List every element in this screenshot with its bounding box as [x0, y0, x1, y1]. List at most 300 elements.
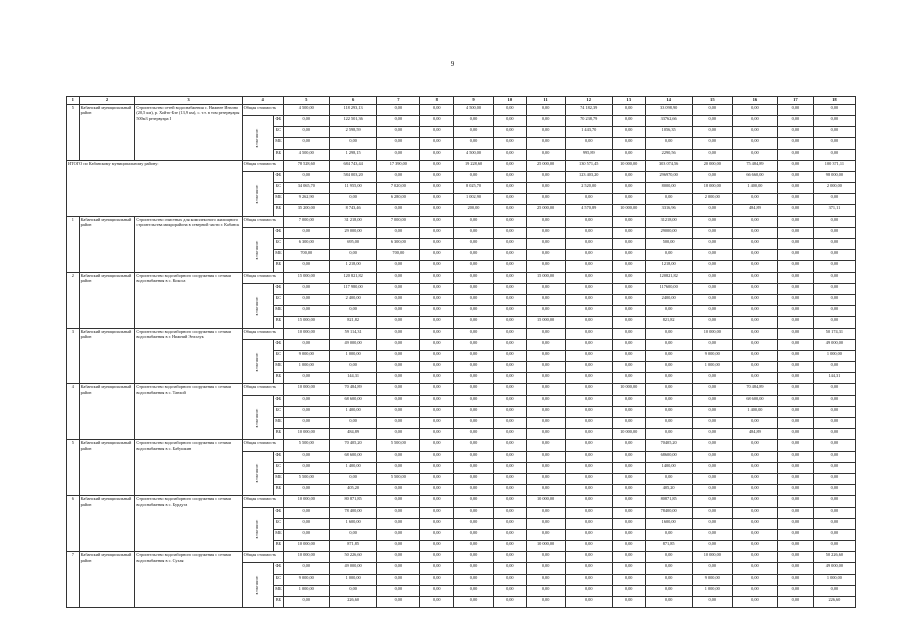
amount-cell: 1 000,00: [329, 350, 376, 361]
amount-cell: 68 600,00: [329, 395, 376, 406]
amount-cell: 0,00: [454, 541, 494, 552]
amount-cell: 9 000,00: [692, 574, 732, 585]
funding-table: [66, 96, 856, 608]
amount-cell: 0,00: [420, 485, 454, 496]
header-row: [67, 97, 856, 105]
amount-cell: 0,00: [420, 138, 454, 149]
including-text: в том числе:: [255, 520, 260, 539]
budget-source-label: ВБ: [274, 429, 283, 440]
amount-cell: 0,00: [692, 473, 732, 484]
amount-cell: 0,00: [377, 272, 420, 283]
amount-cell: 0,00: [283, 373, 329, 384]
amount-cell: 0,00: [377, 171, 420, 182]
amount-cell: 1 400,00: [732, 406, 777, 417]
amount-cell: 0,00: [420, 563, 454, 574]
amount-cell: 0,00: [732, 585, 777, 596]
amount-cell: 0,00: [454, 227, 494, 238]
amount-cell: 0,00: [645, 574, 692, 585]
amount-cell: 0,00: [813, 462, 855, 473]
amount-cell: 0,00: [494, 138, 527, 149]
amount-cell: 0,00: [612, 574, 645, 585]
amount-cell: 0,00: [283, 529, 329, 540]
amount-cell: 0,00: [813, 272, 855, 283]
amount-cell: 0,00: [612, 585, 645, 596]
amount-cell: 0,00: [377, 574, 420, 585]
amount-cell: 0,00: [494, 485, 527, 496]
amount-cell: 0,00: [645, 563, 692, 574]
amount-cell: 8000,00: [645, 183, 692, 194]
amount-cell: 0,00: [420, 272, 454, 283]
amount-cell: 7 000,00: [283, 216, 329, 227]
amount-cell: 0,00: [565, 328, 612, 339]
column-header: 8: [420, 97, 454, 105]
amount-cell: 15 000,00: [283, 317, 329, 328]
budget-source-label: ФБ: [274, 339, 283, 350]
amount-cell: 0,00: [329, 418, 376, 429]
amount-cell: 0,00: [377, 138, 420, 149]
amount-cell: 10 000,00: [612, 160, 645, 171]
amount-cell: 0,00: [813, 216, 855, 227]
amount-cell: 0,00: [454, 384, 494, 395]
amount-cell: 0,00: [283, 418, 329, 429]
cost-type-label: Общая стоимость: [242, 384, 283, 395]
amount-cell: 0,00: [526, 261, 565, 272]
amount-cell: 0,00: [612, 552, 645, 563]
amount-cell: 0,00: [377, 507, 420, 518]
amount-cell: 74 182,39: [565, 104, 612, 115]
amount-cell: 68 600,00: [732, 395, 777, 406]
amount-cell: 0,00: [454, 127, 494, 138]
amount-cell: 0,00: [377, 384, 420, 395]
amount-cell: 0,00: [420, 440, 454, 451]
amount-cell: 0,00: [494, 306, 527, 317]
amount-cell: 0,00: [377, 328, 420, 339]
amount-cell: 25 000,00: [526, 205, 565, 216]
budget-source-label: МБ: [274, 362, 283, 373]
amount-cell: 0,00: [612, 350, 645, 361]
amount-cell: 10 000,00: [612, 384, 645, 395]
amount-cell: 0,00: [526, 171, 565, 182]
amount-cell: 0,00: [420, 283, 454, 294]
amount-cell: 0,00: [778, 440, 814, 451]
amount-cell: 0,00: [813, 418, 855, 429]
amount-cell: 33 098,90: [645, 104, 692, 115]
amount-cell: 10 000,00: [283, 384, 329, 395]
budget-source-label: МБ: [274, 250, 283, 261]
amount-cell: 0,00: [283, 395, 329, 406]
amount-cell: 0,00: [420, 350, 454, 361]
amount-cell: 0,00: [494, 328, 527, 339]
budget-source-label: ВБ: [274, 205, 283, 216]
amount-cell: 25 000,00: [526, 160, 565, 171]
amount-cell: 0,00: [645, 339, 692, 350]
amount-cell: 0,00: [645, 418, 692, 429]
amount-cell: 0,00: [813, 440, 855, 451]
amount-cell: 0,00: [813, 541, 855, 552]
amount-cell: 0,00: [377, 205, 420, 216]
amount-cell: 0,00: [645, 373, 692, 384]
amount-cell: 821,82: [329, 317, 376, 328]
amount-cell: 0,00: [454, 328, 494, 339]
amount-cell: 0,00: [778, 294, 814, 305]
budget-source-label: БС: [274, 518, 283, 529]
budget-source-label: БС: [274, 127, 283, 138]
including-text: в том числе:: [255, 184, 260, 204]
amount-cell: 995,89: [565, 149, 612, 160]
amount-cell: 10 000,00: [283, 328, 329, 339]
amount-cell: 0,00: [377, 462, 420, 473]
amount-cell: 75 484,89: [732, 160, 777, 171]
column-header: 18: [813, 97, 855, 105]
amount-cell: 0,00: [732, 239, 777, 250]
including-text: в том числе:: [255, 296, 260, 316]
amount-cell: 0,00: [494, 183, 527, 194]
amount-cell: 0,00: [329, 306, 376, 317]
budget-source-label: ВБ: [274, 485, 283, 496]
amount-cell: 0,00: [420, 239, 454, 250]
amount-cell: 0,00: [778, 473, 814, 484]
including-label: [242, 171, 274, 216]
amount-cell: 0,00: [732, 597, 777, 608]
amount-cell: 0,00: [454, 239, 494, 250]
amount-cell: 0,00: [732, 317, 777, 328]
amount-cell: 0,00: [778, 518, 814, 529]
amount-cell: 821,82: [645, 317, 692, 328]
table-row: [67, 552, 856, 563]
amount-cell: 0,00: [732, 339, 777, 350]
project-name: Строительство водозаборного сооружения с сетями водоснабжения в с. Кокоса: [135, 272, 242, 328]
amount-cell: 0,00: [526, 216, 565, 227]
amount-cell: 0,00: [377, 294, 420, 305]
amount-cell: 68600,00: [645, 451, 692, 462]
amount-cell: 0,00: [692, 496, 732, 507]
amount-cell: 0,00: [692, 406, 732, 417]
amount-cell: 98 000,00: [813, 171, 855, 182]
amount-cell: 0,00: [283, 283, 329, 294]
amount-cell: 0,00: [732, 328, 777, 339]
amount-cell: 0,00: [732, 261, 777, 272]
amount-cell: 0,00: [454, 250, 494, 261]
amount-cell: 0,00: [494, 507, 527, 518]
amount-cell: 0,00: [645, 138, 692, 149]
amount-cell: 0,00: [377, 339, 420, 350]
amount-cell: 0,00: [732, 373, 777, 384]
amount-cell: 0,00: [778, 373, 814, 384]
budget-source-label: БС: [274, 350, 283, 361]
amount-cell: 0,00: [692, 507, 732, 518]
amount-cell: 0,00: [692, 261, 732, 272]
amount-cell: 0,00: [732, 552, 777, 563]
amount-cell: 0,00: [778, 451, 814, 462]
amount-cell: 66 660,00: [732, 171, 777, 182]
amount-cell: 0,00: [420, 306, 454, 317]
amount-cell: 8 743,46: [329, 205, 376, 216]
amount-cell: 0,00: [565, 518, 612, 529]
amount-cell: 0,00: [494, 250, 527, 261]
amount-cell: 700,00: [377, 250, 420, 261]
amount-cell: 0,00: [526, 597, 565, 608]
table-row: [67, 496, 856, 507]
amount-cell: 2 000,00: [692, 194, 732, 205]
amount-cell: 0,00: [526, 350, 565, 361]
amount-cell: 684 743,44: [329, 160, 376, 171]
amount-cell: 0,00: [329, 585, 376, 596]
amount-cell: 0,00: [645, 384, 692, 395]
amount-cell: 0,00: [692, 317, 732, 328]
amount-cell: 0,00: [377, 395, 420, 406]
amount-cell: 0,00: [612, 328, 645, 339]
amount-cell: 0,00: [692, 138, 732, 149]
amount-cell: 0,00: [778, 283, 814, 294]
amount-cell: 0,00: [283, 597, 329, 608]
project-name: Строительство водозаборного сооружения с сетями водоснабжения в с. Сухая: [135, 552, 242, 608]
amount-cell: 0,00: [645, 552, 692, 563]
amount-cell: 0,00: [377, 451, 420, 462]
amount-cell: 0,00: [565, 552, 612, 563]
column-header: 7: [377, 97, 420, 105]
total-label: ИТОГО по Кабанскому муниципальному району:: [67, 160, 243, 216]
amount-cell: 0,00: [377, 115, 420, 126]
amount-cell: 0,00: [612, 194, 645, 205]
amount-cell: 1 218,00: [329, 261, 376, 272]
amount-cell: 0,00: [778, 227, 814, 238]
column-header: 9: [454, 97, 494, 105]
amount-cell: 0,00: [813, 507, 855, 518]
amount-cell: 0,00: [377, 529, 420, 540]
amount-cell: 0,00: [283, 227, 329, 238]
amount-cell: 0,00: [565, 507, 612, 518]
amount-cell: 0,00: [494, 429, 527, 440]
column-header: 11: [526, 97, 565, 105]
amount-cell: 0,00: [420, 384, 454, 395]
amount-cell: 0,00: [283, 294, 329, 305]
row-number: 2: [67, 272, 80, 328]
amount-cell: 0,00: [732, 306, 777, 317]
amount-cell: 0,00: [494, 227, 527, 238]
amount-cell: 0,00: [732, 272, 777, 283]
amount-cell: 0,00: [377, 485, 420, 496]
amount-cell: 0,00: [565, 373, 612, 384]
amount-cell: 0,00: [329, 362, 376, 373]
amount-cell: 15 000,00: [283, 272, 329, 283]
amount-cell: 0,00: [377, 552, 420, 563]
amount-cell: 0,00: [283, 339, 329, 350]
amount-cell: 80 871,85: [329, 496, 376, 507]
amount-cell: 871,85: [329, 541, 376, 552]
amount-cell: 0,00: [283, 451, 329, 462]
amount-cell: 0,00: [526, 440, 565, 451]
budget-source-label: ФБ: [274, 283, 283, 294]
amount-cell: 0,00: [778, 194, 814, 205]
amount-cell: 0,00: [420, 574, 454, 585]
amount-cell: 0,00: [692, 283, 732, 294]
amount-cell: 0,00: [612, 518, 645, 529]
amount-cell: 0,00: [377, 585, 420, 596]
amount-cell: 0,00: [565, 239, 612, 250]
amount-cell: 0,00: [813, 306, 855, 317]
amount-cell: 7 000,00: [377, 216, 420, 227]
amount-cell: 10 000,00: [526, 541, 565, 552]
amount-cell: 0,00: [692, 239, 732, 250]
amount-cell: 0,00: [454, 294, 494, 305]
amount-cell: 0,00: [526, 328, 565, 339]
amount-cell: 0,00: [377, 496, 420, 507]
including-text: в том числе:: [255, 464, 260, 483]
amount-cell: 0,00: [494, 160, 527, 171]
amount-cell: 0,00: [526, 418, 565, 429]
amount-cell: 10 000,00: [283, 552, 329, 563]
amount-cell: 0,00: [454, 563, 494, 574]
amount-cell: 0,00: [377, 306, 420, 317]
amount-cell: 0,00: [778, 362, 814, 373]
amount-cell: 0,00: [778, 272, 814, 283]
amount-cell: 0,00: [494, 462, 527, 473]
amount-cell: 0,00: [612, 149, 645, 160]
table-row: [67, 328, 856, 339]
amount-cell: 0,00: [612, 507, 645, 518]
amount-cell: 0,00: [612, 115, 645, 126]
amount-cell: 0,00: [778, 529, 814, 540]
amount-cell: 0,00: [692, 171, 732, 182]
amount-cell: 0,00: [778, 406, 814, 417]
amount-cell: 0,00: [732, 541, 777, 552]
column-header: 2: [79, 97, 135, 105]
amount-cell: 18 000,00: [692, 183, 732, 194]
amount-cell: 303 074,56: [645, 160, 692, 171]
amount-cell: 0,00: [565, 250, 612, 261]
amount-cell: 0,00: [526, 429, 565, 440]
amount-cell: 0,00: [565, 585, 612, 596]
amount-cell: 5 500,00: [283, 440, 329, 451]
amount-cell: 0,00: [692, 418, 732, 429]
amount-cell: 0,00: [526, 227, 565, 238]
amount-cell: 0,00: [565, 194, 612, 205]
amount-cell: 0,00: [329, 529, 376, 540]
amount-cell: 0,00: [420, 104, 454, 115]
amount-cell: 0,00: [778, 328, 814, 339]
amount-cell: 0,00: [494, 339, 527, 350]
budget-source-label: ВБ: [274, 541, 283, 552]
column-header: 17: [778, 97, 814, 105]
amount-cell: 78400,00: [645, 507, 692, 518]
amount-cell: 0,00: [612, 541, 645, 552]
amount-cell: 0,00: [377, 227, 420, 238]
amount-cell: 0,00: [420, 518, 454, 529]
amount-cell: 0,00: [692, 518, 732, 529]
amount-cell: 10 000,00: [612, 205, 645, 216]
amount-cell: 0,00: [732, 440, 777, 451]
row-number: 7: [67, 552, 80, 608]
amount-cell: 0,00: [454, 171, 494, 182]
amount-cell: 0,00: [377, 429, 420, 440]
amount-cell: 0,00: [526, 473, 565, 484]
amount-cell: 0,00: [565, 362, 612, 373]
district-name: Кабанский муниципальный район: [79, 328, 135, 384]
amount-cell: 0,00: [494, 574, 527, 585]
amount-cell: 0,00: [494, 373, 527, 384]
amount-cell: 0,00: [494, 585, 527, 596]
amount-cell: 0,00: [420, 339, 454, 350]
amount-cell: 0,00: [778, 160, 814, 171]
cost-type-label: Общая стоимость: [242, 216, 283, 227]
amount-cell: 49 000,00: [813, 339, 855, 350]
amount-cell: 0,00: [778, 115, 814, 126]
budget-source-label: МБ: [274, 138, 283, 149]
amount-cell: 0,00: [377, 418, 420, 429]
amount-cell: 3316,96: [645, 205, 692, 216]
amount-cell: 0,00: [612, 216, 645, 227]
amount-cell: 0,00: [778, 563, 814, 574]
amount-cell: 0,00: [565, 384, 612, 395]
amount-cell: 0,00: [454, 395, 494, 406]
including-label: [242, 115, 274, 160]
amount-cell: 0,00: [329, 250, 376, 261]
amount-cell: 1218,00: [645, 261, 692, 272]
amount-cell: 5 500,00: [377, 473, 420, 484]
amount-cell: 0,00: [526, 574, 565, 585]
amount-cell: 0,00: [612, 138, 645, 149]
amount-cell: 0,00: [494, 205, 527, 216]
amount-cell: 0,00: [612, 250, 645, 261]
amount-cell: 0,00: [612, 451, 645, 462]
budget-source-label: ФБ: [274, 227, 283, 238]
amount-cell: 0,00: [454, 306, 494, 317]
amount-cell: 0,00: [612, 283, 645, 294]
amount-cell: 0,00: [645, 250, 692, 261]
amount-cell: 4 500,00: [454, 104, 494, 115]
budget-source-label: ФБ: [274, 507, 283, 518]
amount-cell: 0,00: [283, 306, 329, 317]
amount-cell: 0,00: [813, 261, 855, 272]
amount-cell: 0,00: [526, 339, 565, 350]
including-label: [242, 451, 274, 496]
including-text: в том числе:: [255, 128, 260, 148]
amount-cell: 1056,35: [645, 127, 692, 138]
amount-cell: 0,00: [692, 451, 732, 462]
amount-cell: 0,00: [454, 350, 494, 361]
amount-cell: 0,00: [645, 585, 692, 596]
amount-cell: 4 570,89: [565, 205, 612, 216]
amount-cell: 0,00: [494, 115, 527, 126]
amount-cell: 0,00: [778, 496, 814, 507]
amount-cell: 0,00: [813, 194, 855, 205]
amount-cell: 484,89: [732, 429, 777, 440]
district-name: Кабанский муниципальный район: [79, 552, 135, 608]
amount-cell: 0,00: [732, 216, 777, 227]
amount-cell: 0,00: [778, 395, 814, 406]
amount-cell: 0,00: [732, 418, 777, 429]
amount-cell: 0,00: [377, 127, 420, 138]
amount-cell: 19 228,60: [454, 160, 494, 171]
amount-cell: 0,00: [732, 283, 777, 294]
budget-source-label: ВБ: [274, 597, 283, 608]
amount-cell: 1 000,00: [283, 585, 329, 596]
amount-cell: 0,00: [454, 507, 494, 518]
amount-cell: 0,00: [494, 518, 527, 529]
amount-cell: 15 000,00: [526, 317, 565, 328]
amount-cell: 70 405,20: [329, 440, 376, 451]
amount-cell: 0,00: [732, 485, 777, 496]
amount-cell: 50 174,31: [813, 328, 855, 339]
amount-cell: 0,00: [494, 261, 527, 272]
district-name: Кабанский муниципальный район: [79, 384, 135, 440]
amount-cell: 0,00: [692, 529, 732, 540]
cost-type-label: Общая стоимость: [242, 160, 283, 171]
amount-cell: 200,00: [454, 205, 494, 216]
amount-cell: 0,00: [377, 261, 420, 272]
amount-cell: 0,00: [494, 283, 527, 294]
table-row: [67, 216, 856, 227]
